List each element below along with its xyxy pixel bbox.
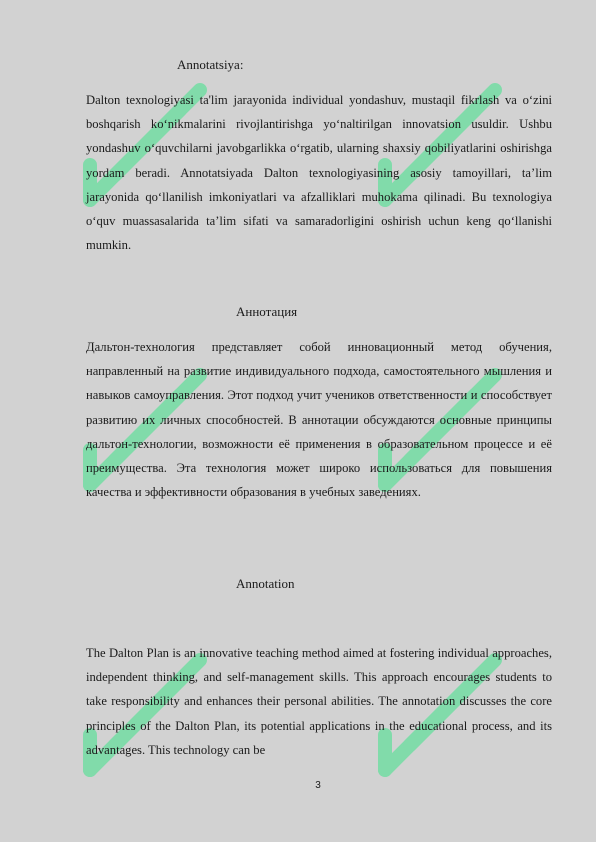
page-number: 3 [315, 780, 321, 791]
section-text-uzbek: Dalton texnologiyasi ta'lim jarayonida individual yondashuv, mustaqil fikrlash va o‘zini boshqarish ko‘nikmalarini rivojlantirishga yo‘naltirilgan innovatsion usuldir. Ushbu yondashuv o‘quvchilarni javobgarlikka o‘rgatib, ularning shaxsiy qobiliyatlarini oshirishga yordam beradi. Annotatsiyada Dalton texnologiyasining asosiy tamoyillari, ta’lim jarayonida qo‘llanilish imkoniyatlari va afzalliklari muhokama qilinadi. Bu texnologiya o‘quv muassasalarida ta’lim sifati va samaradorligini oshirish uchun keng qo‘llanishi mumkin. [86, 93, 552, 253]
section-text-russian: Дальтон-технология представляет собой инновационный метод обучения, направленный на развитие индивидуального подхода, самостоятельного мышления и навыков самоуправления. Этот подход учит учеников ответственности и способствует развитию их личных способностей. В аннотации обсуждаются основные принципы дальтон-технологии, возможности её применения в образовательном процессе и её преимущества. Эта технология может широко использоваться для повышения качества и эффективности образования в учебных заведениях. [86, 340, 552, 500]
section-text-english: The Dalton Plan is an innovative teaching method aimed at fostering individual approaches, independent thinking, and self-management skills. This approach encourages students to take responsibility and enhances their personal abilities. The annotation discusses the core principles of the Dalton Plan, its potential applications in the educational process, and its advantages. This technology can be [86, 646, 552, 757]
section-heading-english: Annotation [236, 576, 295, 591]
section-heading-uzbek: Annotatsiya: [177, 57, 244, 72]
section-heading-russian: Аннотация [236, 304, 298, 319]
